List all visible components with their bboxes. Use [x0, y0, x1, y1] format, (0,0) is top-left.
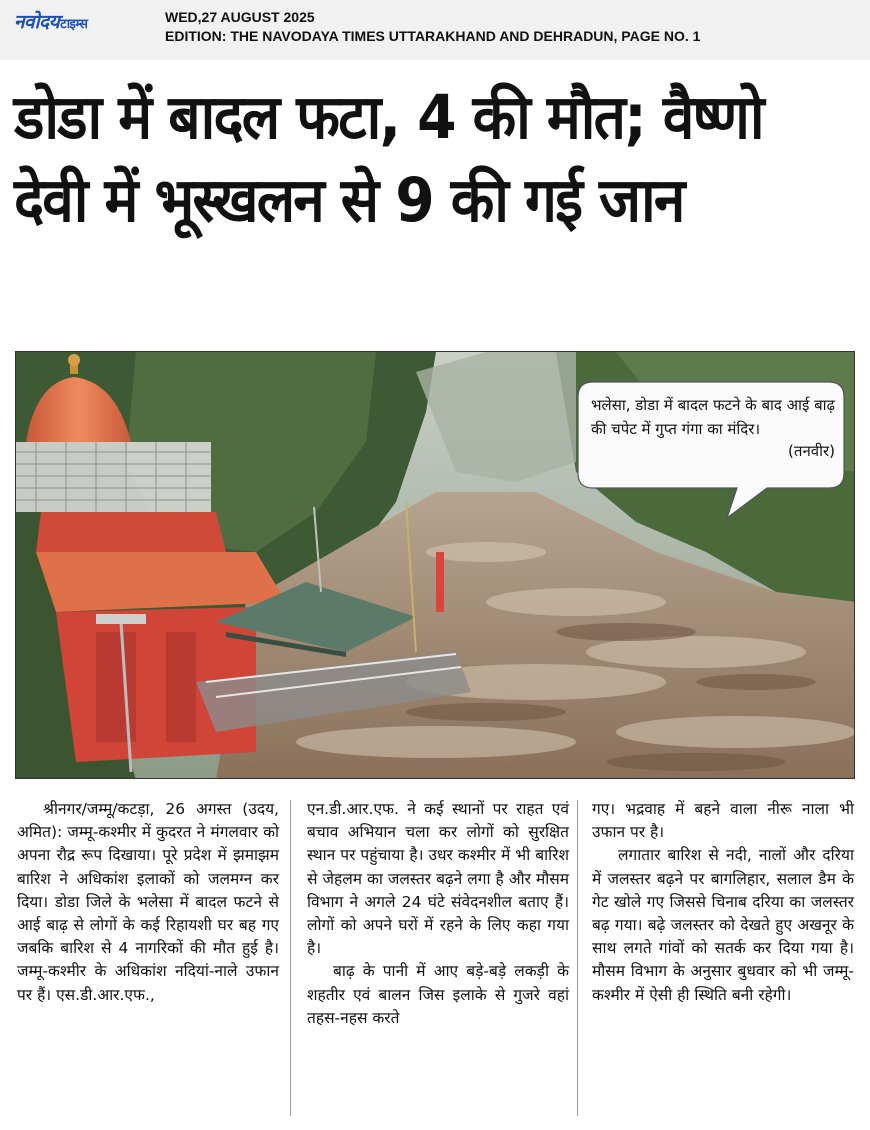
newspaper-logo: [14, 8, 87, 34]
column-divider: [290, 800, 291, 1116]
masthead-bar: [0, 0, 870, 60]
headline: [14, 76, 805, 242]
logo-main: नवोदय: [14, 11, 60, 33]
date-line: WED,27 AUGUST 2025: [165, 9, 315, 25]
headline-line-1: डोडा में बादल फटा, 4 की मौत; वैष्णो: [14, 82, 763, 153]
photo-caption: भलेसा, डोडा में बादल फटने के बाद आई बाढ़ की चपेट में गुप्त गंगा का मंदिर।: [591, 396, 836, 438]
column-divider: [577, 800, 578, 1116]
photo-credit: (तनवीर): [788, 442, 835, 460]
headline-line-2: देवी में भूस्खलन से 9 की गई जान: [14, 165, 684, 236]
logo-sub: टाइम्स: [60, 17, 88, 32]
article-paragraph: एन.डी.आर.एफ. ने कई स्थानों पर राहत एवं बचाव अभियान चला कर लोगों को सुरक्षित स्थान पर पहुंचाया है। उधर कश्मीर में भी बारिश से जेहलम का जलस्तर बढ़ने लगा है और मौसम विभाग ने अगले 24 घंटे संवेदनशील बताए हैं। लोगों को अपने घरों में रहने के लिए कहा गया है।: [307, 800, 569, 958]
article-paragraph: लगातार बारिश से नदी, नालों और दरिया में जलस्तर बढ़ने पर बागलिहार, सलाल डैम के गेट खोले गए जिससे चिनाब दरिया का जलस्तर बढ़ गया। बढ़े जलस्तर को देखते हुए अखनूर के साथ लगते गांवों को सतर्क कर दिया गया है। मौसम विभाग के अनुसार बुधवार को भी जम्मू- कश्मीर में ऐसी ही स्थिति बनी रहेगी।: [592, 846, 854, 1004]
photo-caption-bubble: [577, 381, 845, 489]
article-paragraph: गए। भद्रवाह में बहने वाला नीरू नाला भी उफान पर है।: [592, 800, 854, 842]
edition-line: EDITION: THE NAVODAYA TIMES UTTARAKHAND AND DEHRADUN, PAGE NO. 1: [165, 28, 701, 44]
article-column-1: [17, 798, 279, 1007]
article-paragraph: श्रीनगर/जम्मू/कटड़ा, 26 अगस्त (उदय, अमित): जम्मू-कश्मीर में कुदरत ने मंगलवार को अपना रौद्र रूप दिखाया। पूरे प्रदेश में झमाझम बारिश ने अधिकांश इलाकों को जलमग्न कर दिया। डोडा जिले के भलेसा में बादल फटने से आई बाढ़ से लोगों के कई रिहायशी घर बह गए जबकि बारिश से 4 नागरिकों की मौत हुई है। जम्मू-कश्मीर के अधिकांश नदियां-नाले उफान पर हैं। एस.डी.आर.एफ.,: [17, 800, 279, 1004]
article-column-2: [307, 798, 569, 1030]
article-paragraph: बाढ़ के पानी में आए बड़े-बड़े लकड़ी के शहतीर एवं बालन जिस इलाके से गुजरे वहां तहस-नहस करते: [307, 962, 569, 1027]
article-column-3: [592, 798, 854, 1007]
edition-info: [165, 8, 700, 46]
